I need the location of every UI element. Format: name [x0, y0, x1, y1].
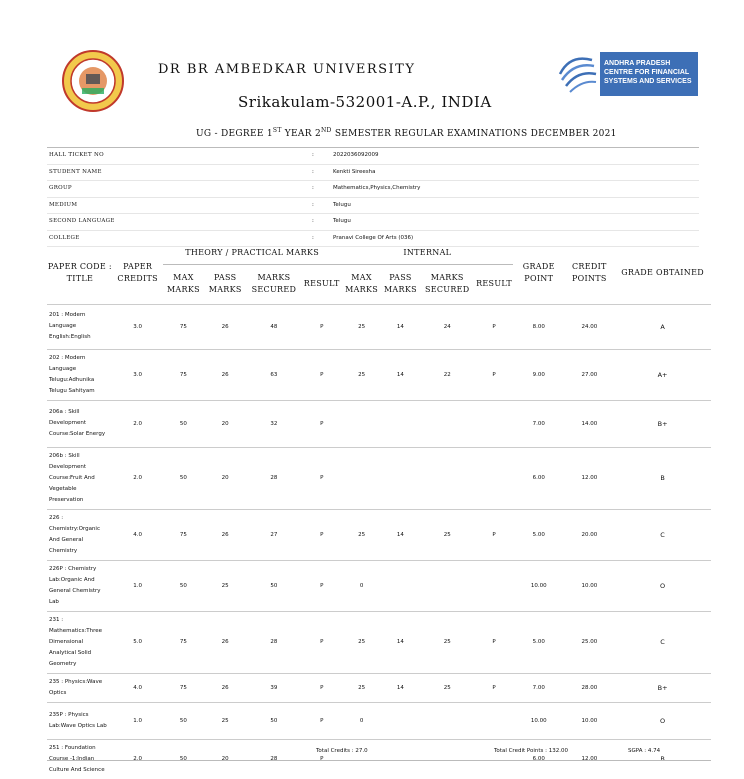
cell-paper-title: 251 : Foundation Course -1:Indian Culture And Science [47, 739, 113, 779]
cell-internal-result: P [475, 673, 513, 702]
cell-theory-secured: 28 [246, 611, 302, 673]
col-group-theory: THEORY / PRACTICAL MARKS [163, 242, 342, 264]
cell-internal-max: 25 [342, 673, 382, 702]
university-name: DR BR AMBEDKAR UNIVERSITY [158, 62, 416, 77]
info-value: Pranavi College Of Arts (036) [333, 234, 414, 241]
info-value: 2022036092009 [333, 152, 379, 158]
cell-internal-secured [419, 447, 475, 509]
cell-theory-result: P [302, 702, 342, 739]
cell-credit-points: 20.00 [565, 509, 615, 560]
sgpa: SGPA : 4.74 [628, 748, 661, 754]
cell-paper-title: 226 : Chemistry:Organic And General Chemistry [47, 509, 113, 560]
cell-internal-pass [381, 560, 419, 611]
cell-internal-result [475, 702, 513, 739]
info-value: Telugu [333, 201, 351, 208]
cell-credits: 3.0 [113, 304, 163, 349]
cell-theory-pass: 26 [204, 304, 246, 349]
cell-grade: C [614, 509, 711, 560]
cell-internal-pass [381, 702, 419, 739]
cell-credits: 1.0 [113, 702, 163, 739]
cell-grade-point: 10.00 [513, 560, 565, 611]
cell-theory-result: P [302, 509, 342, 560]
cell-credits: 4.0 [113, 673, 163, 702]
cell-internal-max: 25 [342, 349, 382, 400]
info-label: STUDENT NAME [49, 168, 102, 175]
col-grade-obtained: GRADE OBTAINED [621, 267, 704, 277]
cell-theory-max: 50 [163, 739, 205, 779]
cell-paper-title: 202 : Modern Language Telugu:Adhunika Telugu Sahityam [47, 349, 113, 400]
cell-internal-secured [419, 739, 475, 779]
col-internal-max: MAX MARKS [345, 273, 379, 294]
cell-theory-pass: 26 [204, 673, 246, 702]
bottom-rule [47, 760, 711, 761]
apcfss-logo-line: SYSTEMS AND SERVICES [604, 78, 692, 85]
cell-internal-max [342, 447, 382, 509]
cell-theory-pass: 26 [204, 509, 246, 560]
col-theory-result: RESULT [303, 279, 340, 288]
cell-paper-title: 206b : Skill Development Course:Fruit And Vegetable Preservation [47, 447, 113, 509]
cell-internal-pass [381, 447, 419, 509]
cell-paper-title: 201 : Modern Language English:English [47, 304, 113, 349]
cell-internal-pass: 14 [381, 349, 419, 400]
cell-theory-result: P [302, 560, 342, 611]
cell-internal-secured: 24 [419, 304, 475, 349]
info-value: Mathematics,Physics,Chemistry [333, 185, 421, 191]
info-row-group: GROUP : Mathematics,Physics,Chemistry [47, 181, 699, 198]
cell-paper-title: 235 : Physics:Wave Optics [47, 673, 113, 702]
cell-internal-max: 25 [342, 509, 382, 560]
cell-internal-max [342, 400, 382, 447]
info-row-hall-ticket: HALL TICKET NO : 2022036092009 [47, 148, 699, 165]
info-label: COLLEGE [49, 234, 80, 241]
cell-theory-max: 75 [163, 611, 205, 673]
col-internal-pass: PASS MARKS [383, 273, 417, 294]
info-value: Telugu [333, 218, 351, 224]
cell-theory-max: 50 [163, 400, 205, 447]
cell-internal-pass: 14 [381, 304, 419, 349]
cell-internal-pass: 14 [381, 611, 419, 673]
cell-theory-max: 75 [163, 673, 205, 702]
cell-theory-max: 50 [163, 447, 205, 509]
cell-internal-result [475, 739, 513, 779]
cell-paper-title: 235P : Physics Lab:Wave Optics Lab [47, 702, 113, 739]
cell-theory-result: P [302, 673, 342, 702]
cell-credit-points: 12.00 [565, 739, 615, 779]
cell-grade-point: 5.00 [513, 611, 565, 673]
cell-internal-max [342, 739, 382, 779]
cell-theory-pass: 20 [204, 739, 246, 779]
cell-internal-pass [381, 400, 419, 447]
cell-theory-result: P [302, 349, 342, 400]
cell-grade-point: 5.00 [513, 509, 565, 560]
info-label: SECOND LANGUAGE [49, 218, 115, 224]
col-theory-secured: MARKS SECURED [251, 273, 297, 294]
student-info [47, 147, 699, 247]
cell-credits: 3.0 [113, 349, 163, 400]
cell-internal-secured [419, 702, 475, 739]
cell-theory-max: 50 [163, 560, 205, 611]
cell-credit-points: 24.00 [565, 304, 615, 349]
cell-credits: 2.0 [113, 400, 163, 447]
cell-grade-point: 6.00 [513, 739, 565, 779]
cell-grade: C [614, 611, 711, 673]
cell-credits: 4.0 [113, 509, 163, 560]
cell-internal-result: P [475, 349, 513, 400]
cell-grade: B+ [614, 673, 711, 702]
col-internal-result: RESULT [476, 279, 512, 288]
info-value: Kenkti Sireesha [333, 168, 376, 175]
table-row [47, 400, 711, 447]
cell-theory-secured: 39 [246, 673, 302, 702]
info-row-medium: MEDIUM : Telugu [47, 198, 699, 215]
cell-theory-result: P [302, 611, 342, 673]
col-credit-points: CREDIT POINTS [571, 261, 607, 283]
info-row-second-language: SECOND LANGUAGE : Telugu [47, 214, 699, 231]
cell-theory-max: 50 [163, 702, 205, 739]
cell-credit-points: 14.00 [565, 400, 615, 447]
cell-credits: 5.0 [113, 611, 163, 673]
university-seal-logo [62, 50, 124, 112]
apcfss-logo-line: ANDHRA PRADESH [604, 60, 671, 67]
cell-theory-secured: 28 [246, 739, 302, 779]
cell-grade: B [614, 447, 711, 509]
grades-table [47, 242, 711, 779]
table-row [47, 611, 711, 673]
apcfss-emblem-icon [560, 59, 596, 92]
table-row [47, 702, 711, 739]
cell-credits: 1.0 [113, 560, 163, 611]
cell-internal-max: 25 [342, 611, 382, 673]
cell-grade-point: 9.00 [513, 349, 565, 400]
cell-internal-result [475, 400, 513, 447]
cell-theory-pass: 25 [204, 702, 246, 739]
cell-internal-secured: 25 [419, 673, 475, 702]
cell-paper-title: 231 : Mathematics:Three Dimensional Analytical Solid Geometry [47, 611, 113, 673]
apcfss-logo-line: CENTRE FOR FINANCIAL [604, 69, 690, 76]
cell-internal-pass: 14 [381, 509, 419, 560]
exam-title: UG - DEGREE 1ST YEAR 2ND SEMESTER REGULAR EXAMINATIONS DECEMBER 2021 [196, 127, 617, 139]
cell-theory-max: 75 [163, 349, 205, 400]
cell-theory-secured: 63 [246, 349, 302, 400]
table-row [47, 560, 711, 611]
info-label: MEDIUM [49, 201, 78, 208]
cell-grade: O [614, 560, 711, 611]
col-group-internal: INTERNAL [342, 242, 513, 264]
cell-grade-point: 7.00 [513, 400, 565, 447]
cell-grade-point: 10.00 [513, 702, 565, 739]
col-grade-point: GRADE POINT [522, 261, 555, 283]
table-row [47, 673, 711, 702]
cell-paper-title: 206a : Skill Development Course:Solar Energy [47, 400, 113, 447]
table-row [47, 349, 711, 400]
total-credits: Total Credits : 27.0 [316, 748, 368, 754]
table-row [47, 304, 711, 349]
cell-internal-result: P [475, 304, 513, 349]
apcfss-logo [556, 52, 698, 96]
cell-grade: A+ [614, 349, 711, 400]
cell-internal-max: 0 [342, 560, 382, 611]
cell-credit-points: 10.00 [565, 560, 615, 611]
cell-internal-secured: 25 [419, 509, 475, 560]
cell-internal-max: 0 [342, 702, 382, 739]
info-label: GROUP [49, 185, 72, 191]
cell-grade: B [614, 739, 711, 779]
cell-theory-secured: 48 [246, 304, 302, 349]
cell-internal-secured [419, 560, 475, 611]
cell-theory-result: P [302, 304, 342, 349]
info-row-student-name: STUDENT NAME : Kenkti Sireesha [47, 165, 699, 182]
university-address: Srikakulam-532001-A.P., INDIA [238, 93, 492, 111]
cell-theory-pass: 26 [204, 611, 246, 673]
col-paper-credits: PAPER CREDITS [117, 261, 158, 283]
cell-internal-result: P [475, 509, 513, 560]
cell-grade-point: 6.00 [513, 447, 565, 509]
cell-grade: O [614, 702, 711, 739]
cell-theory-secured: 28 [246, 447, 302, 509]
cell-theory-pass: 26 [204, 349, 246, 400]
col-theory-pass: PASS MARKS [208, 273, 242, 294]
cell-internal-secured [419, 400, 475, 447]
cell-theory-max: 75 [163, 509, 205, 560]
cell-paper-title: 226P : Chemistry Lab:Organic And General Chemistry Lab [47, 560, 113, 611]
col-theory-max: MAX MARKS [166, 273, 200, 294]
cell-theory-secured: 27 [246, 509, 302, 560]
cell-theory-result: P [302, 739, 342, 779]
total-credit-points: Total Credit Points : 132.00 [494, 748, 568, 754]
col-internal-secured: MARKS SECURED [424, 273, 470, 294]
table-row [47, 509, 711, 560]
cell-credit-points: 28.00 [565, 673, 615, 702]
cell-grade: A [614, 304, 711, 349]
cell-theory-pass: 20 [204, 447, 246, 509]
cell-credit-points: 25.00 [565, 611, 615, 673]
cell-credits: 2.0 [113, 739, 163, 779]
cell-internal-pass [381, 739, 419, 779]
cell-internal-max: 25 [342, 304, 382, 349]
cell-grade: B+ [614, 400, 711, 447]
cell-theory-secured: 50 [246, 560, 302, 611]
col-paper-title: PAPER CODE : TITLE [47, 261, 112, 283]
cell-credit-points: 10.00 [565, 702, 615, 739]
cell-internal-result: P [475, 611, 513, 673]
cell-theory-pass: 25 [204, 560, 246, 611]
table-row [47, 447, 711, 509]
cell-theory-result: P [302, 447, 342, 509]
cell-theory-result: P [302, 400, 342, 447]
cell-grade-point: 8.00 [513, 304, 565, 349]
table-row [47, 739, 711, 779]
cell-internal-result [475, 447, 513, 509]
cell-internal-secured: 22 [419, 349, 475, 400]
cell-theory-max: 75 [163, 304, 205, 349]
cell-internal-pass: 14 [381, 673, 419, 702]
cell-theory-secured: 50 [246, 702, 302, 739]
cell-theory-secured: 32 [246, 400, 302, 447]
cell-internal-result [475, 560, 513, 611]
cell-credit-points: 27.00 [565, 349, 615, 400]
cell-internal-secured: 25 [419, 611, 475, 673]
info-row-college: COLLEGE : Pranavi College Of Arts (036) [47, 231, 699, 248]
cell-grade-point: 7.00 [513, 673, 565, 702]
cell-theory-pass: 20 [204, 400, 246, 447]
cell-credits: 2.0 [113, 447, 163, 509]
cell-credit-points: 12.00 [565, 447, 615, 509]
info-label: HALL TICKET NO [49, 152, 104, 158]
